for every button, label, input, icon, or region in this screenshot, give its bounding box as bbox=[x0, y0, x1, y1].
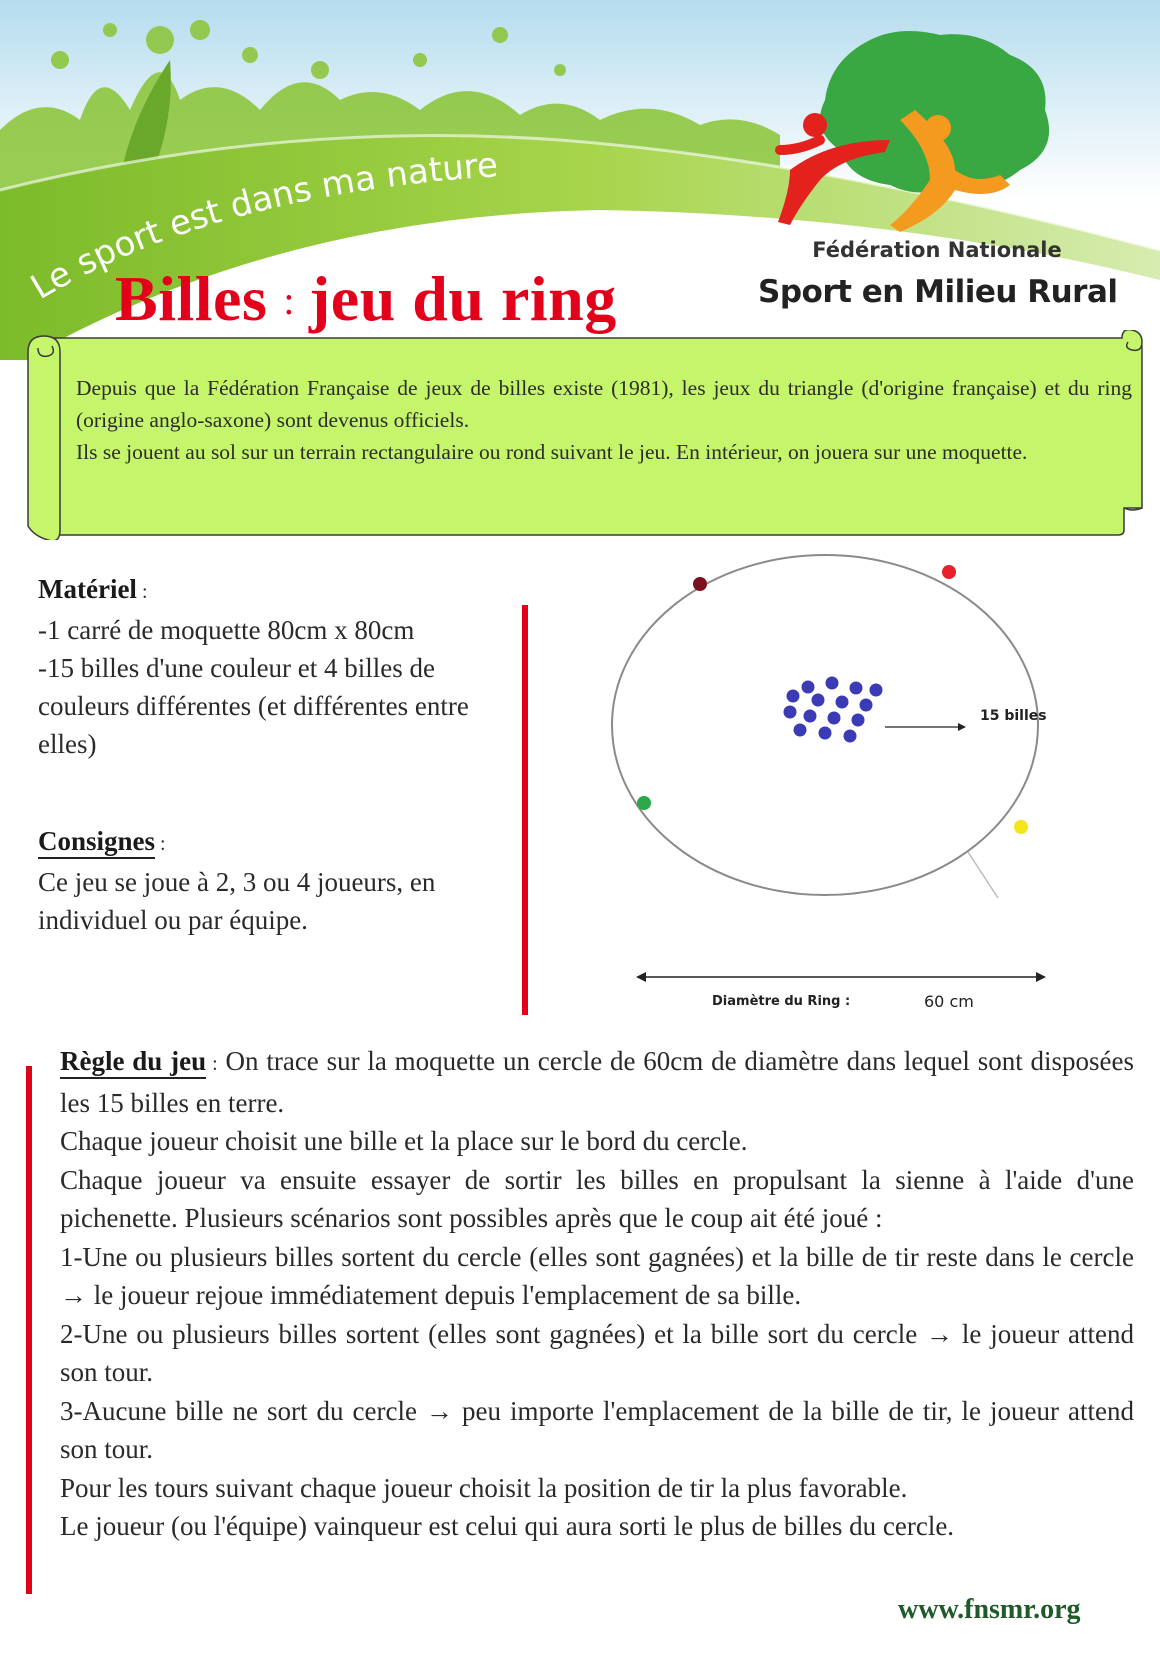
diameter-label: Diamètre du Ring : bbox=[712, 994, 851, 1009]
bille-dot bbox=[826, 677, 839, 690]
materiel-item: -15 billes d'une couleur et 4 billes de couleurs différentes (et différentes entre elles) bbox=[38, 653, 469, 759]
regle-line: Le joueur (ou l'équipe) vainqueur est celui qui aura sorti le plus de billes du cercle. bbox=[60, 1511, 955, 1541]
ring-tick-mark bbox=[968, 852, 998, 898]
diameter-arrow-left bbox=[636, 972, 646, 982]
player-bille-red bbox=[942, 565, 956, 579]
regle-line: Pour les tours suivant chaque joueur choisit la position de tir la plus favorable. bbox=[60, 1472, 908, 1503]
bille-dot bbox=[828, 712, 841, 725]
intro-paragraph-2: Ils se jouent au sol sur un terrain rectangulaire ou rond suivant le jeu. En intérieur, on jouera sur une moquette. bbox=[76, 440, 1028, 464]
red-vertical-rule bbox=[522, 605, 528, 1015]
regle-lead: On trace sur la moquette un cercle de 60cm de diamètre dans lequel sont disposées les 15 billes en terre. bbox=[60, 1046, 1134, 1118]
title-part1: Billes bbox=[115, 263, 268, 334]
org-name-line2: Sport en Milieu Rural bbox=[758, 274, 1118, 310]
page-title bbox=[115, 262, 617, 336]
consignes-section bbox=[38, 822, 508, 939]
bille-dot bbox=[852, 714, 865, 727]
materiel-item: -1 carré de moquette 80cm x 80cm bbox=[38, 615, 415, 645]
consignes-heading: Consignes bbox=[38, 826, 155, 859]
bille-dot bbox=[860, 699, 873, 712]
regle-line: 3-Aucune bille ne sort du cercle → peu importe l'emplacement de la bille de tir, le joueur attend son tour. bbox=[60, 1395, 1134, 1464]
regle-section bbox=[60, 1042, 1134, 1546]
regle-colon: : bbox=[206, 1053, 218, 1075]
bille-dot bbox=[850, 682, 863, 695]
regle-line: 1-Une ou plusieurs billes sortent du cercle (elles sont gagnées) et la bille de tir reste dans le cercle → le joueur rejoue immédiatement depuis l'emplacement de sa bille. bbox=[60, 1241, 1134, 1310]
bille-dot bbox=[804, 710, 817, 723]
bille-dot bbox=[819, 727, 832, 740]
regle-line: Chaque joueur choisit une bille et la place sur le bord du cercle. bbox=[60, 1126, 748, 1156]
materiel-colon: : bbox=[136, 581, 148, 603]
consignes-colon: : bbox=[155, 833, 166, 855]
regle-heading: Règle du jeu bbox=[60, 1046, 206, 1079]
bille-dot bbox=[844, 730, 857, 743]
bille-dot bbox=[836, 696, 849, 709]
bille-dot bbox=[787, 690, 800, 703]
intro-text bbox=[76, 372, 1132, 468]
billes-label: 15 billes bbox=[980, 708, 1047, 724]
bille-dot bbox=[802, 681, 815, 694]
org-name-line1: Fédération Nationale bbox=[812, 238, 1062, 262]
ring-diagram bbox=[600, 540, 1120, 1020]
title-colon: : bbox=[283, 278, 295, 323]
bille-dot bbox=[784, 706, 797, 719]
bille-dot bbox=[794, 724, 807, 737]
regle-line: Chaque joueur va ensuite essayer de sortir les billes en propulsant la sienne à l'aide d'une pichenette. Plusieurs scénarios sont possibles après que le coup ait été joué : bbox=[60, 1164, 1134, 1233]
center-billes bbox=[784, 677, 883, 743]
slogan-text: Le sport est dans ma nature bbox=[24, 145, 500, 308]
diameter-value: 60 cm bbox=[924, 992, 974, 1011]
player-bille-darkred bbox=[693, 577, 707, 591]
consignes-text: Ce jeu se joue à 2, 3 ou 4 joueurs, en individuel ou par équipe. bbox=[38, 867, 436, 935]
red-vertical-rule-2 bbox=[26, 1066, 32, 1594]
player-bille-yellow bbox=[1014, 820, 1028, 834]
regle-line: 2-Une ou plusieurs billes sortent (elles sont gagnées) et la bille sort du cercle → le joueur attend son tour. bbox=[60, 1318, 1134, 1387]
bille-dot bbox=[870, 684, 883, 697]
intro-paragraph-1: Depuis que la Fédération Française de jeux de billes existe (1981), les jeux du triangle (d'origine française) et du ring (origine anglo-saxone) sont devenus officiels. bbox=[76, 376, 1132, 432]
title-part2: jeu du ring bbox=[308, 263, 617, 334]
bille-dot bbox=[812, 694, 825, 707]
ring-circle bbox=[612, 555, 1038, 895]
billes-arrowhead bbox=[958, 723, 966, 731]
materiel-section bbox=[38, 570, 508, 763]
player-bille-green bbox=[637, 796, 651, 810]
materiel-heading: Matériel bbox=[38, 574, 137, 604]
diameter-arrow-right bbox=[1036, 972, 1046, 982]
website-link[interactable]: www.fnsmr.org bbox=[898, 1594, 1081, 1625]
